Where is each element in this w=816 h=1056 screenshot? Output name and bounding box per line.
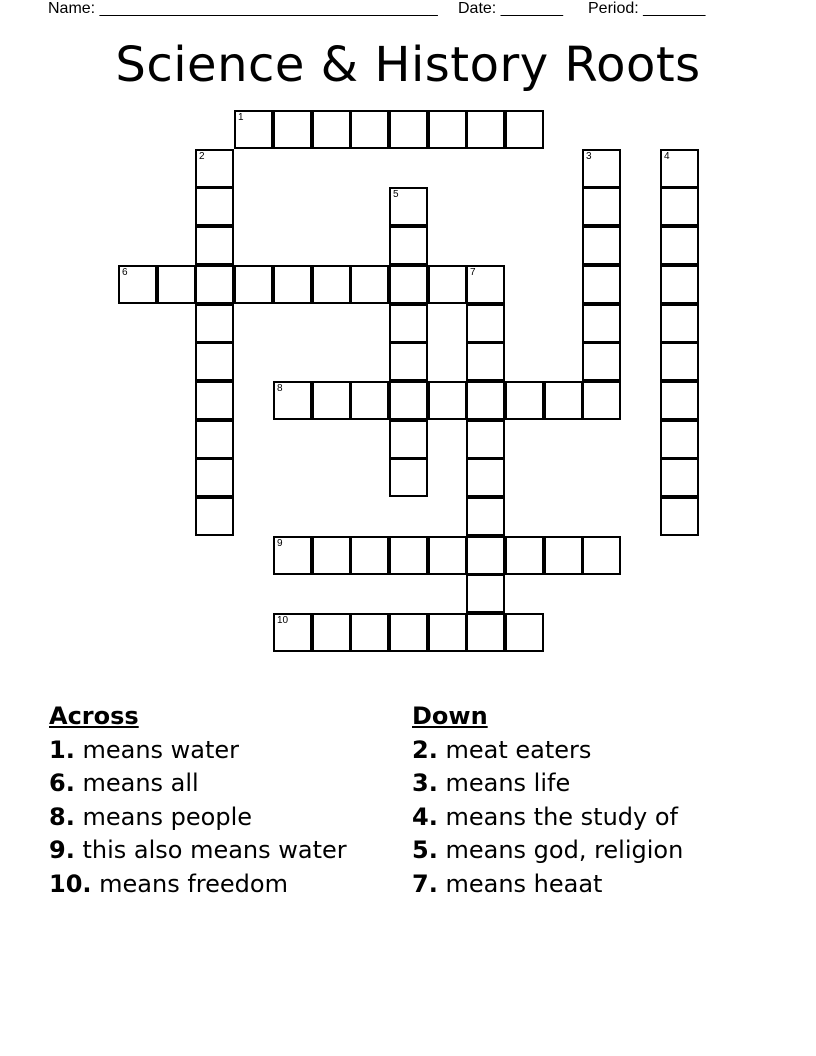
clue-number-label: 5: [393, 189, 399, 200]
crossword-cell[interactable]: [544, 381, 583, 420]
crossword-cell[interactable]: [466, 536, 505, 575]
clue-number: 3.: [412, 769, 438, 797]
crossword-cell[interactable]: [582, 226, 621, 265]
across-clue: [49, 834, 399, 868]
crossword-cell[interactable]: [466, 613, 505, 652]
crossword-cell[interactable]: [195, 149, 234, 188]
crossword-cell[interactable]: [195, 381, 234, 420]
crossword-cell[interactable]: [350, 536, 389, 575]
clue-number: 9.: [49, 836, 75, 864]
crossword-cell[interactable]: [273, 110, 312, 149]
crossword-cell[interactable]: [466, 574, 505, 613]
crossword-cell[interactable]: [428, 381, 467, 420]
page-title: Science & History Roots: [115, 37, 701, 93]
clue-number-label: 3: [586, 151, 592, 162]
clue-number-label: 1: [238, 112, 244, 123]
crossword-cell[interactable]: [157, 265, 196, 304]
crossword-cell[interactable]: [660, 265, 699, 304]
crossword-cell[interactable]: [312, 536, 351, 575]
clue-text: means freedom: [99, 869, 288, 898]
crossword-cell[interactable]: [350, 381, 389, 420]
clue-number-label: 8: [277, 383, 283, 394]
clue-number: 4.: [412, 802, 438, 831]
clue-text: meat eaters: [445, 735, 592, 764]
crossword-cell[interactable]: [312, 110, 351, 149]
clue-number-label: 4: [664, 151, 670, 162]
crossword-cell[interactable]: [195, 342, 234, 381]
crossword-cell[interactable]: [466, 304, 505, 343]
crossword-cell[interactable]: [582, 536, 621, 575]
clue-number: 6.: [49, 769, 75, 797]
crossword-cell[interactable]: [195, 265, 234, 304]
crossword-cell[interactable]: [195, 420, 234, 459]
crossword-cell[interactable]: [582, 187, 621, 226]
crossword-cell[interactable]: [466, 110, 505, 149]
clue-number-label: 10: [277, 615, 289, 626]
crossword-cell[interactable]: [428, 110, 467, 149]
crossword-cell[interactable]: [389, 187, 428, 226]
crossword-cell[interactable]: [660, 342, 699, 381]
crossword-cell[interactable]: [505, 536, 544, 575]
clue-number-label: 9: [277, 538, 283, 549]
crossword-cell[interactable]: [234, 265, 273, 304]
down-clue: [412, 868, 762, 902]
crossword-cell[interactable]: [273, 613, 312, 652]
crossword-cell[interactable]: [582, 149, 621, 188]
clue-text: means life: [445, 769, 571, 797]
crossword-cell[interactable]: [466, 381, 505, 420]
clue-number-label: 7: [470, 267, 476, 278]
crossword-cell[interactable]: [118, 265, 157, 304]
crossword-cell[interactable]: [660, 381, 699, 420]
crossword-cell[interactable]: [234, 110, 273, 149]
down-clue: [412, 767, 762, 801]
down-heading: Down: [412, 702, 488, 730]
crossword-cell[interactable]: [312, 381, 351, 420]
clue-text: means water: [82, 735, 240, 764]
clue-number: 5.: [412, 836, 438, 864]
crossword-cell[interactable]: [582, 265, 621, 304]
crossword-cell[interactable]: [466, 265, 505, 304]
clue-number: 7.: [412, 869, 438, 898]
crossword-cell[interactable]: [389, 226, 428, 265]
crossword-cell[interactable]: [582, 381, 621, 420]
across-clue: [49, 801, 399, 835]
clue-text: means the study of: [445, 802, 679, 831]
clue-number: 2.: [412, 735, 438, 764]
crossword-cell[interactable]: [312, 265, 351, 304]
down-clue: [412, 834, 762, 868]
crossword-cell[interactable]: [505, 381, 544, 420]
period-field[interactable]: Period: _______: [588, 0, 706, 17]
crossword-cell[interactable]: [466, 497, 505, 536]
crossword-cell[interactable]: [195, 187, 234, 226]
clue-text: means all: [82, 769, 199, 797]
clue-text: means god, religion: [445, 836, 684, 864]
clue-text: means heaat: [445, 869, 603, 898]
crossword-cell[interactable]: [195, 458, 234, 497]
crossword-cell[interactable]: [428, 265, 467, 304]
across-clues: [49, 700, 399, 901]
crossword-cell[interactable]: [389, 420, 428, 459]
crossword-cell[interactable]: [466, 342, 505, 381]
clue-number: 10.: [49, 869, 92, 898]
across-heading: Across: [49, 702, 139, 730]
crossword-cell[interactable]: [660, 458, 699, 497]
crossword-cell[interactable]: [195, 304, 234, 343]
clue-number: 1.: [49, 735, 75, 764]
crossword-cell[interactable]: [389, 110, 428, 149]
crossword-cell[interactable]: [389, 381, 428, 420]
clue-number-label: 2: [199, 151, 205, 162]
crossword-cell[interactable]: [389, 304, 428, 343]
crossword-cell[interactable]: [428, 536, 467, 575]
down-clue: [412, 734, 762, 768]
crossword-cell[interactable]: [273, 265, 312, 304]
crossword-cell[interactable]: [389, 613, 428, 652]
crossword-cell[interactable]: [389, 458, 428, 497]
crossword-cell[interactable]: [195, 226, 234, 265]
name-field[interactable]: Name: ______________________________________: [48, 0, 438, 17]
crossword-cell[interactable]: [273, 536, 312, 575]
crossword-cell[interactable]: [660, 226, 699, 265]
across-clue: [49, 734, 399, 768]
clue-text: this also means water: [82, 836, 347, 864]
crossword-cell[interactable]: [350, 613, 389, 652]
across-clue: [49, 868, 399, 902]
crossword-cell[interactable]: [195, 497, 234, 536]
crossword-cell[interactable]: [660, 497, 699, 536]
crossword-cell[interactable]: [389, 265, 428, 304]
crossword-cell[interactable]: [389, 536, 428, 575]
crossword-cell[interactable]: [660, 420, 699, 459]
down-clue: [412, 801, 762, 835]
clue-number-label: 6: [122, 267, 128, 278]
crossword-cell[interactable]: [505, 613, 544, 652]
crossword-cell[interactable]: [505, 110, 544, 149]
crossword-cell[interactable]: [273, 381, 312, 420]
date-field[interactable]: Date: _______: [458, 0, 563, 17]
across-clue: [49, 767, 399, 801]
crossword-cell[interactable]: [660, 187, 699, 226]
crossword-cell[interactable]: [582, 342, 621, 381]
crossword-cell[interactable]: [466, 458, 505, 497]
crossword-cell[interactable]: [582, 304, 621, 343]
crossword-cell[interactable]: [660, 304, 699, 343]
crossword-cell[interactable]: [544, 536, 583, 575]
crossword-cell[interactable]: [389, 342, 428, 381]
down-clues: [412, 700, 762, 901]
crossword-cell[interactable]: [312, 613, 351, 652]
clue-number: 8.: [49, 802, 75, 831]
crossword-cell[interactable]: [466, 420, 505, 459]
crossword-cell[interactable]: [428, 613, 467, 652]
clue-text: means people: [82, 802, 253, 831]
crossword-cell[interactable]: [660, 149, 699, 188]
crossword-cell[interactable]: [350, 265, 389, 304]
crossword-cell[interactable]: [350, 110, 389, 149]
